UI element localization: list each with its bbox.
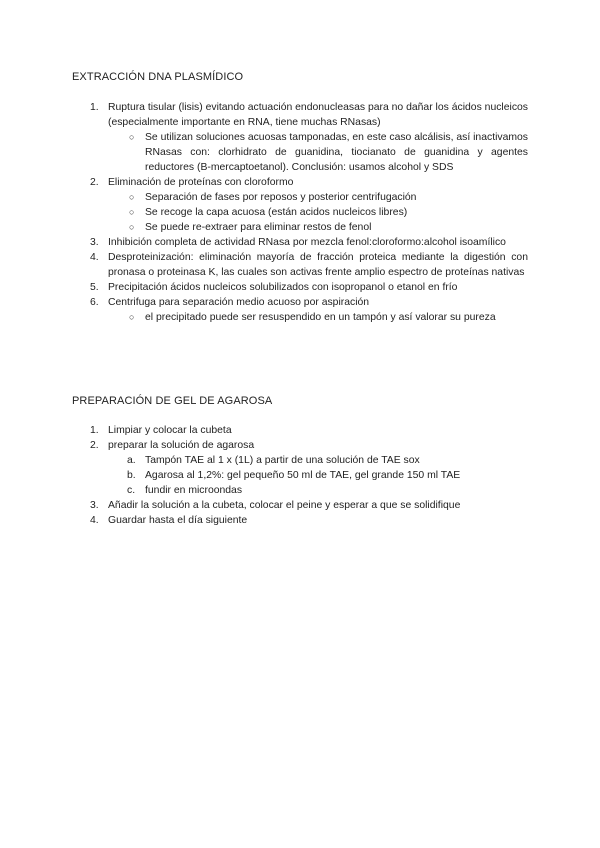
sub-item-text: Se utilizan soluciones acuosas tamponadas, en este caso alcálisis, así inactivamos RNasas con: clorhidrato de guanidina, tiocianato de guanidina y agentes reductores (B-mercaptoetanol). Conclusión: usamos alcohol y SDS: [145, 132, 528, 173]
list-item: [0, 100, 600, 175]
item-number: 3.: [90, 500, 99, 511]
sub-item-letter: a.: [127, 455, 136, 466]
sub-item-text: fundir en microondas: [145, 485, 243, 496]
list-item: [0, 250, 600, 280]
item-number: 5.: [90, 282, 99, 293]
item-text: Guardar hasta el día siguiente: [108, 515, 248, 526]
section-heading-agarose-gel: PREPARACIÓN DE GEL DE AGAROSA: [72, 395, 273, 407]
plasmid-extraction-steps: [0, 100, 600, 325]
item-text: Añadir la solución a la cubeta, colocar el peine y esperar a que se solidifique: [108, 500, 461, 511]
sub-item: [0, 468, 600, 483]
item-text: Eliminación de proteínas con cloroformo: [108, 177, 294, 188]
section-heading-plasmid-extraction: EXTRACCIÓN DNA PLASMÍDICO: [72, 71, 244, 83]
list-item: [0, 235, 600, 250]
item-text: Precipitación ácidos nucleicos solubilizados con isopropanol o etanol en frío: [108, 282, 458, 293]
item-text: Desproteinización: eliminación mayoría de fracción proteica mediante la digestión con pronasa o proteinasa K, las cuales son activas frente amplio espectro de proteínas nativas: [108, 252, 528, 278]
list-item: [0, 280, 600, 295]
sub-item: [0, 205, 600, 220]
sub-item-text: Se puede re-extraer para eliminar restos de fenol: [145, 222, 372, 233]
circle-bullet-icon: ○: [129, 207, 135, 217]
sub-item: [0, 130, 600, 175]
item-text: Centrifuga para separación medio acuoso por aspiración: [108, 297, 370, 308]
sub-item: [0, 483, 600, 498]
item-number: 2.: [90, 177, 99, 188]
list-item: [0, 438, 600, 498]
list-item: [0, 175, 600, 235]
sub-item-text: Agarosa al 1,2%: gel pequeño 50 ml de TAE, gel grande 150 ml TAE: [145, 470, 461, 481]
item-number: 2.: [90, 440, 99, 451]
circle-bullet-icon: ○: [129, 312, 135, 322]
item-number: 4.: [90, 515, 99, 526]
sub-item-letter: c.: [127, 485, 136, 496]
sub-item-text: el precipitado puede ser resuspendido en un tampón y así valorar su pureza: [145, 312, 496, 323]
sub-item: [0, 310, 600, 325]
circle-bullet-icon: ○: [129, 132, 135, 142]
agarose-gel-steps: [0, 423, 600, 528]
item-number: 1.: [90, 102, 99, 113]
item-text: Ruptura tisular (lisis) evitando actuación endonucleasas para no dañar los ácidos nucleicos (especialmente importante en RNA, tiene muchas RNasas): [108, 102, 528, 128]
circle-bullet-icon: ○: [129, 192, 135, 202]
item-number: 6.: [90, 297, 99, 308]
item-text: Limpiar y colocar la cubeta: [108, 425, 232, 436]
sub-item-letter: b.: [127, 470, 136, 481]
item-number: 1.: [90, 425, 99, 436]
sub-item: [0, 220, 600, 235]
list-item: [0, 295, 600, 325]
list-item: [0, 423, 600, 438]
sub-item-text: Separación de fases por reposos y posterior centrifugación: [145, 192, 417, 203]
item-text: Inhibición completa de actividad RNasa por mezcla fenol:cloroformo:alcohol isoamílico: [108, 237, 506, 248]
list-item: [0, 513, 600, 528]
circle-bullet-icon: ○: [129, 222, 135, 232]
list-item: [0, 498, 600, 513]
sub-item-text: Se recoge la capa acuosa (están acidos nucleicos libres): [145, 207, 408, 218]
sub-item: [0, 453, 600, 468]
item-text: preparar la solución de agarosa: [108, 440, 255, 451]
sub-item-text: Tampón TAE al 1 x (1L) a partir de una solución de TAE sox: [145, 455, 420, 466]
sub-item: [0, 190, 600, 205]
item-number: 4.: [90, 252, 99, 263]
item-number: 3.: [90, 237, 99, 248]
